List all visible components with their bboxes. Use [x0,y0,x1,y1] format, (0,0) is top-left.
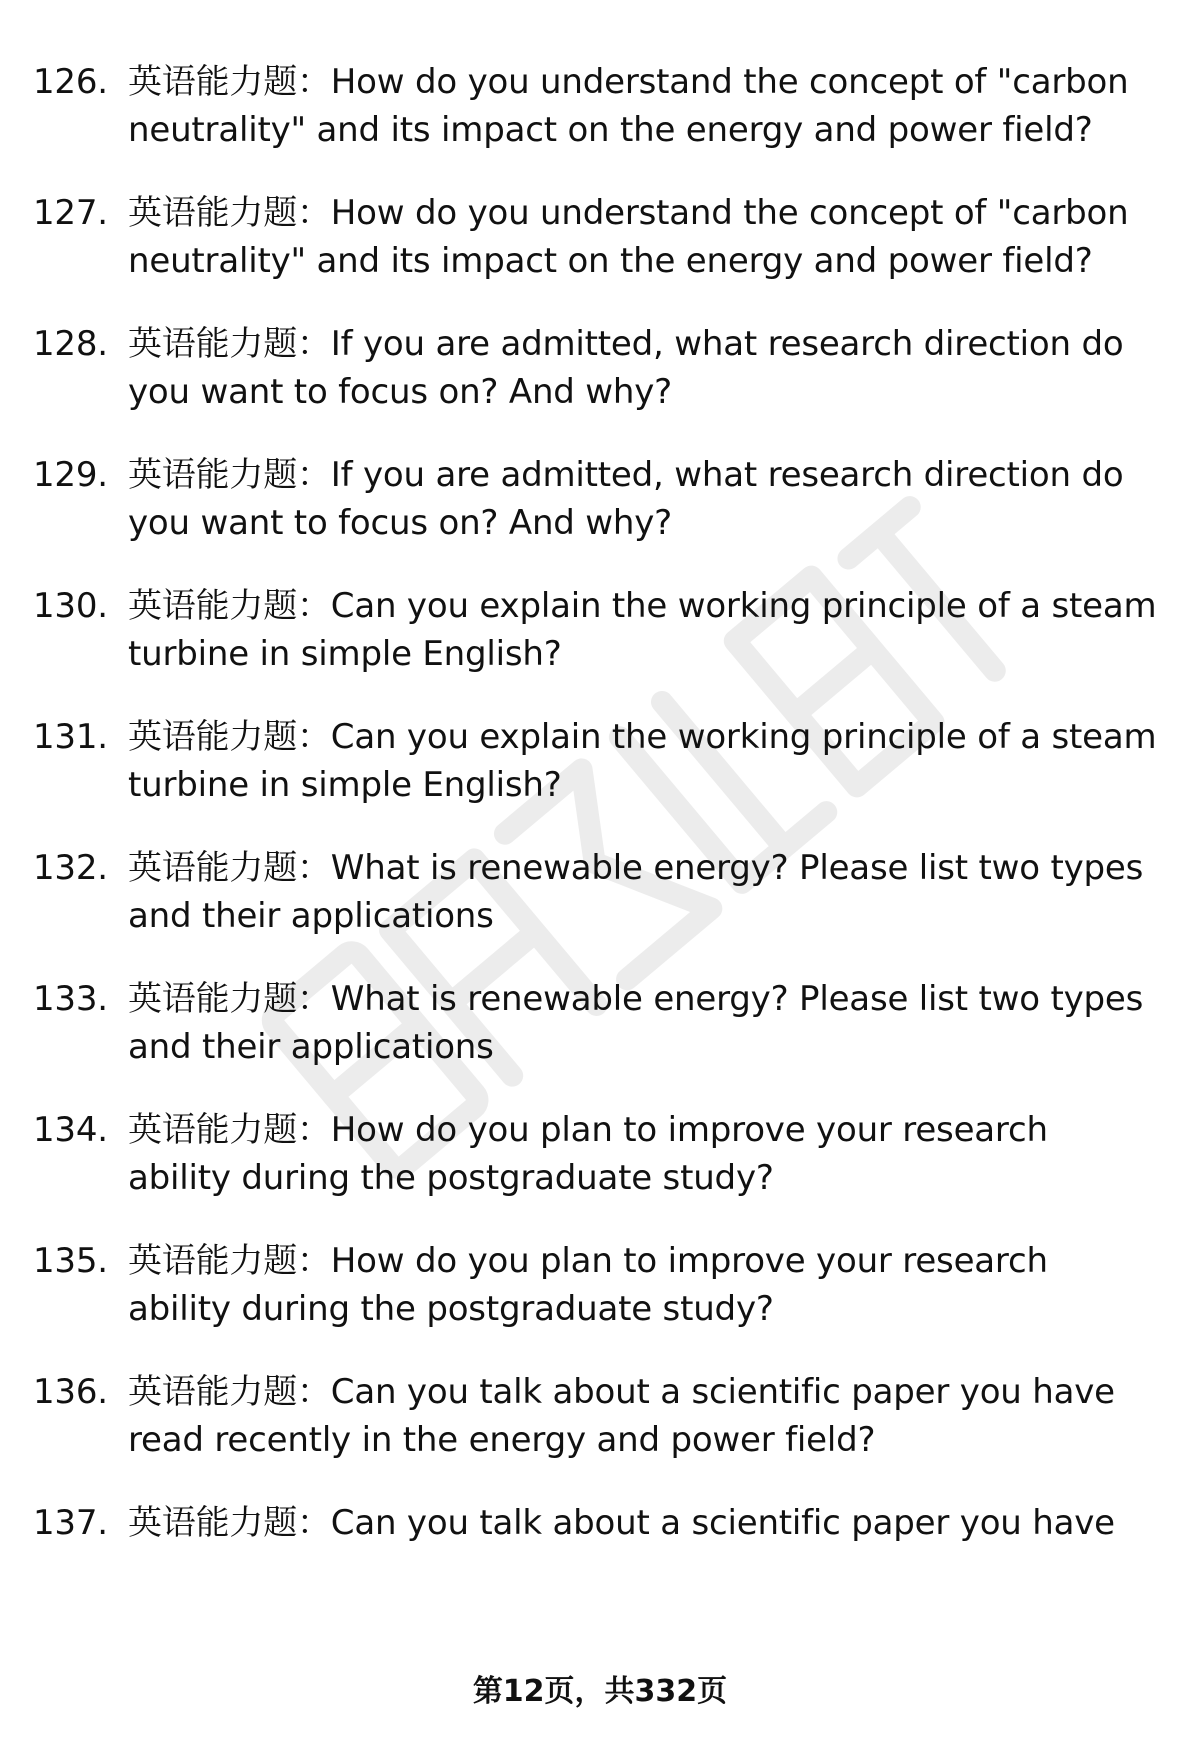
question-text: 英语能力题：Can you talk about a scientific paper you have read recently in the energy and power field? [128,1372,1115,1460]
page-indicator: 第12页，共332页 [472,1674,728,1709]
question-number: 131. [33,717,108,757]
question-text: 英语能力题：What is renewable energy? Please list two types and their applications [128,979,1144,1067]
list-item [0,1237,1200,1333]
question-number: 127. [33,193,108,233]
question-text: 英语能力题：How do you understand the concept of "carbon neutrality" and its impact on the energy and power field? [128,62,1129,150]
question-number: 128. [33,324,108,364]
list-item [0,1106,1200,1202]
question-text: 英语能力题：Can you explain the working principle of a steam turbine in simple English? [128,717,1157,805]
question-number: 133. [33,979,108,1019]
question-text: 英语能力题：If you are admitted, what research direction do you want to focus on? And why? [128,455,1124,543]
question-number: 137. [33,1503,108,1543]
list-item [0,713,1200,809]
question-number: 130. [33,586,108,626]
list-item [0,975,1200,1071]
list-item [0,582,1200,678]
list-item [0,844,1200,940]
question-number: 136. [33,1372,108,1412]
list-item [0,58,1200,154]
question-number: 126. [33,62,108,102]
question-text: 英语能力题：If you are admitted, what research direction do you want to focus on? And why? [128,324,1124,412]
question-number: 134. [33,1110,108,1150]
list-item [0,451,1200,547]
question-number: 129. [33,455,108,495]
question-text: 英语能力题：What is renewable energy? Please list two types and their applications [128,848,1144,936]
list-item [0,320,1200,416]
question-number: 135. [33,1241,108,1281]
question-text: 英语能力题：How do you plan to improve your research ability during the postgraduate study? [128,1241,1048,1329]
list-item [0,1499,1200,1547]
question-number: 132. [33,848,108,888]
list-item [0,1368,1200,1464]
list-item [0,189,1200,285]
question-text: 英语能力题：Can you talk about a scientific paper you have [128,1503,1115,1543]
question-text: 英语能力题：How do you understand the concept of "carbon neutrality" and its impact on the energy and power field? [128,193,1129,281]
question-list [0,58,1200,1547]
question-text: 英语能力题：How do you plan to improve your research ability during the postgraduate study? [128,1110,1048,1198]
question-text: 英语能力题：Can you explain the working principle of a steam turbine in simple English? [128,586,1157,674]
